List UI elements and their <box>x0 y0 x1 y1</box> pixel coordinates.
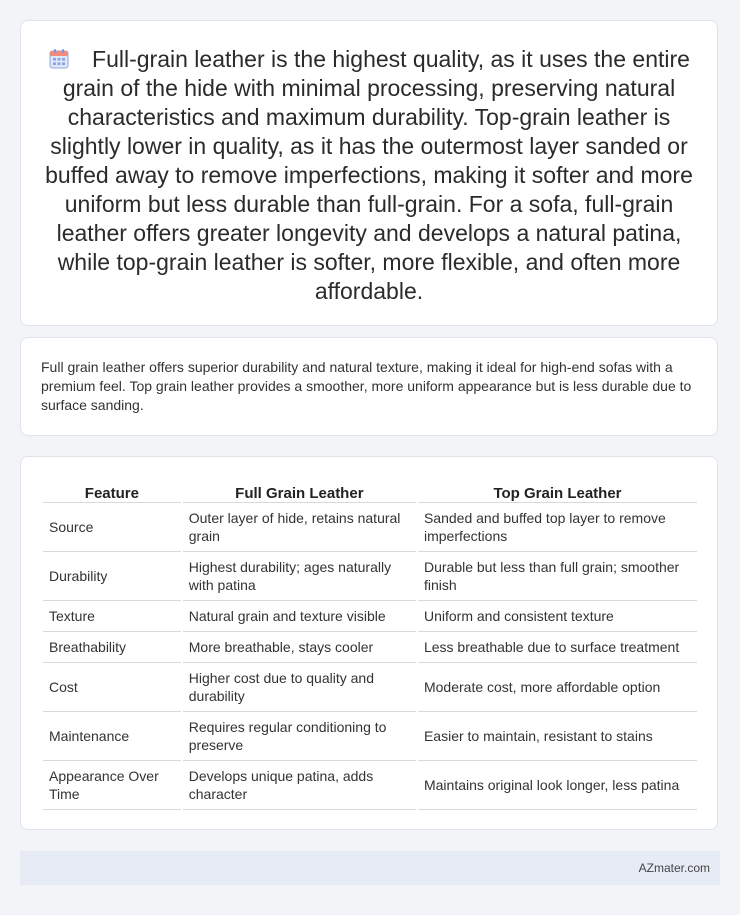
page-title <box>21 21 717 306</box>
comparison-table <box>41 477 699 810</box>
table-row <box>43 601 697 632</box>
title-text: Full-grain leather is the highest quality, as it uses the entire grain of the hide with minimal processing, preserving natural characteristics and maximum durability. Top-grain leather is slightly lower in quality, as it has the outermost layer sanded or buffed away to remove imperfections, making it softer and more uniform but less durable than full-grain. For a sofa, full-grain leather offers greater longevity and develops a natural patina, while top-grain leather is softer, more flexible, and often more affordable. <box>45 46 693 304</box>
table-cell: Sanded and buffed top layer to remove imperfections <box>418 503 697 552</box>
table-cell: Source <box>43 503 181 552</box>
table-cell: Appearance Over Time <box>43 761 181 810</box>
table-cell: Cost <box>43 663 181 712</box>
table-cell: Maintenance <box>43 712 181 761</box>
calendar-icon <box>48 48 70 70</box>
header-feature: Feature <box>43 477 181 503</box>
table-row <box>43 552 697 601</box>
table-row <box>43 761 697 810</box>
table-row <box>43 712 697 761</box>
table-cell: More breathable, stays cooler <box>183 632 416 663</box>
table-cell: Outer layer of hide, retains natural grain <box>183 503 416 552</box>
table-cell: Moderate cost, more affordable option <box>418 663 697 712</box>
table-row <box>43 663 697 712</box>
table-cell: Breathability <box>43 632 181 663</box>
table-cell: Develops unique patina, adds character <box>183 761 416 810</box>
table-cell: Highest durability; ages naturally with patina <box>183 552 416 601</box>
table-cell: Uniform and consistent texture <box>418 601 697 632</box>
table-cell: Durability <box>43 552 181 601</box>
table-cell: Easier to maintain, resistant to stains <box>418 712 697 761</box>
table-cell: Less breathable due to surface treatment <box>418 632 697 663</box>
table-cell: Natural grain and texture visible <box>183 601 416 632</box>
table-cell: Texture <box>43 601 181 632</box>
summary-card <box>20 337 718 436</box>
table-cell: Maintains original look longer, less patina <box>418 761 697 810</box>
table-header-row <box>43 477 697 503</box>
table-row <box>43 632 697 663</box>
table-cell: Requires regular conditioning to preserve <box>183 712 416 761</box>
header-top-grain: Top Grain Leather <box>418 477 697 503</box>
footer <box>20 851 720 885</box>
summary-text: Full grain leather offers superior durability and natural texture, making it ideal for high-end sofas with a premium feel. Top grain leather provides a smoother, more uniform appearance but is less durable due to surface sanding. <box>41 359 692 413</box>
footer-brand: AZmater.com <box>638 861 710 875</box>
title-card <box>20 20 718 326</box>
comparison-table-card <box>20 456 718 830</box>
table-cell: Durable but less than full grain; smoother finish <box>418 552 697 601</box>
table-row <box>43 503 697 552</box>
header-full-grain: Full Grain Leather <box>183 477 416 503</box>
table-cell: Higher cost due to quality and durability <box>183 663 416 712</box>
